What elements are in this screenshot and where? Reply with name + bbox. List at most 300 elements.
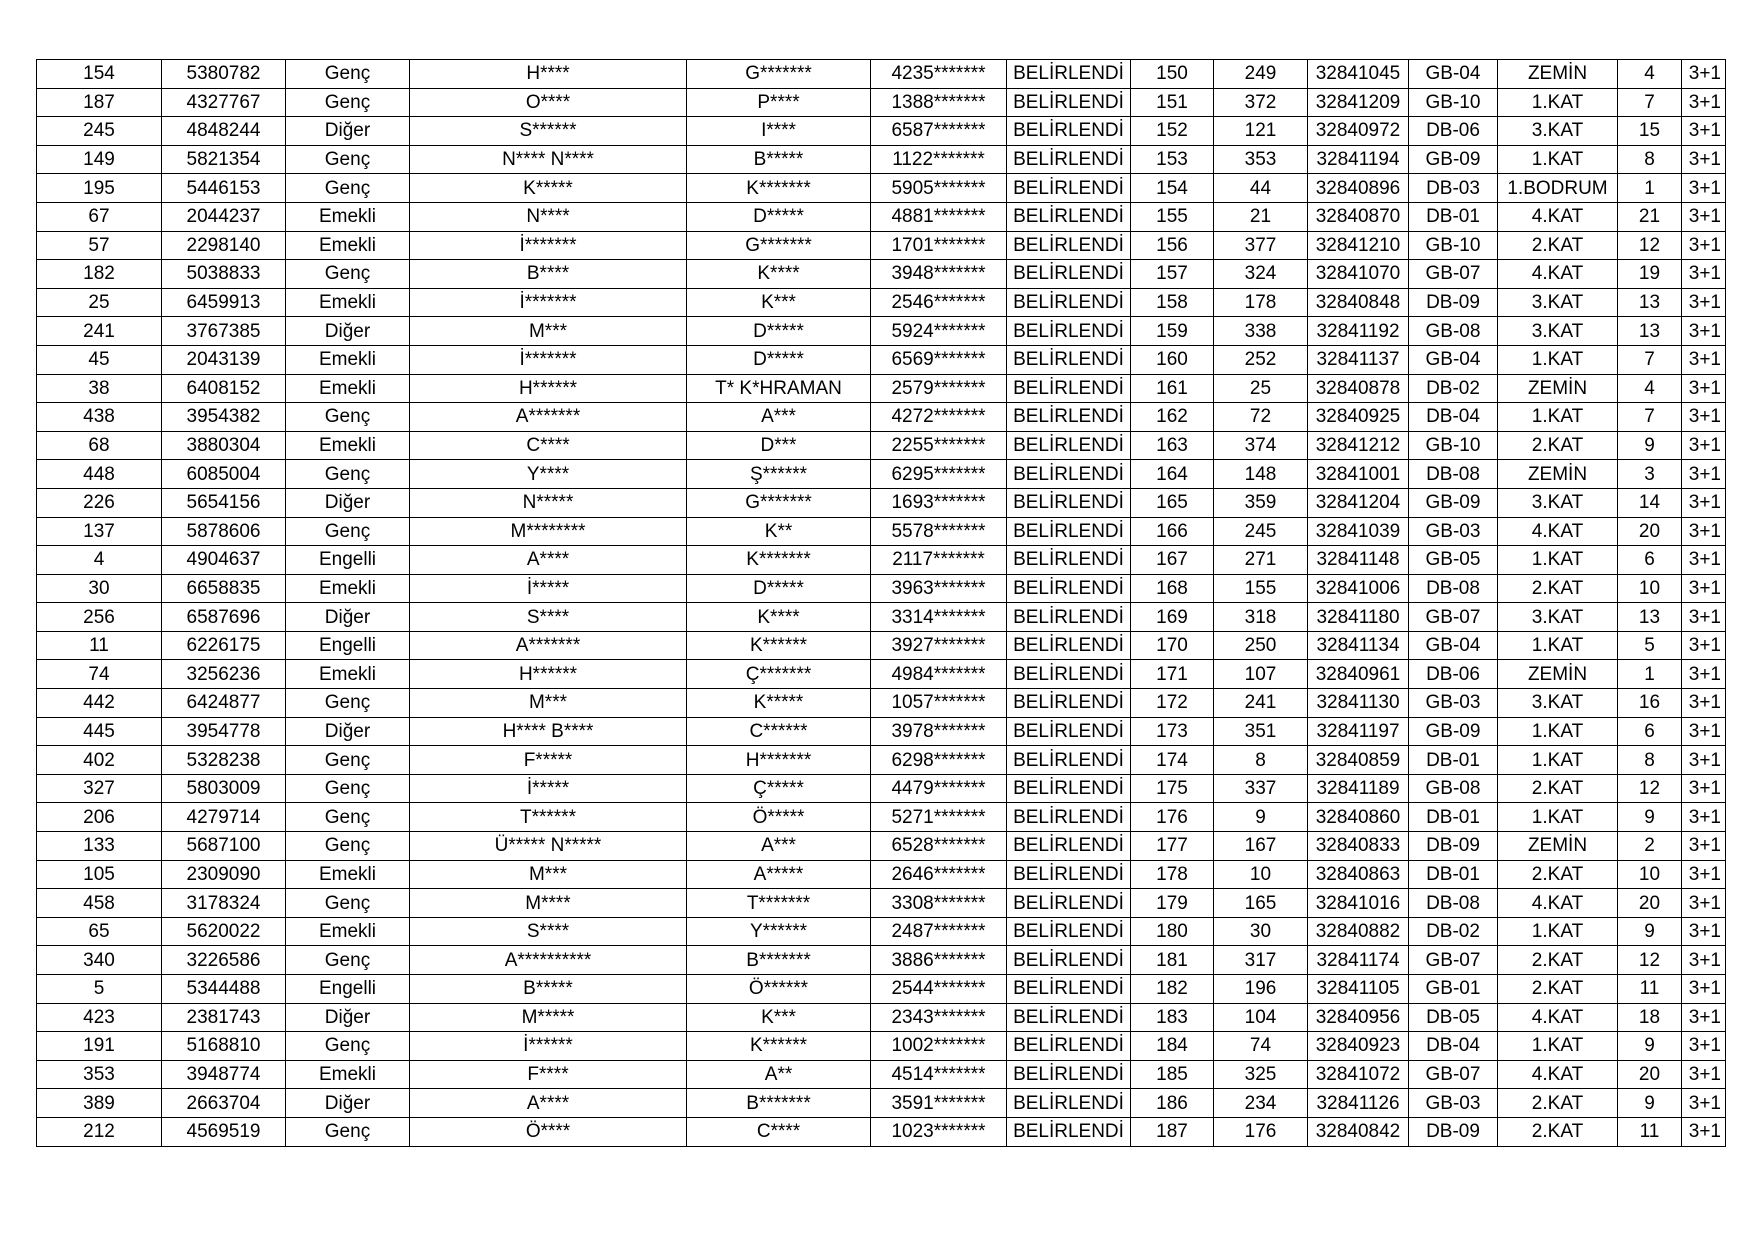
soyad-cell: D***** [687,202,871,231]
soyad-cell: Ç***** [687,774,871,803]
tc-kimlik-cell: 5905******* [871,174,1007,203]
table-row [37,60,1726,89]
tc-kimlik-cell: 6569******* [871,345,1007,374]
kat-cell: 4.KAT [1498,889,1618,918]
blok-cell: DB-01 [1409,202,1498,231]
kat-cell: 3.KAT [1498,689,1618,718]
soyad-cell: Y****** [687,917,871,946]
durum-cell: BELİRLENDİ [1007,603,1131,632]
kategori-cell: Diğer [286,1089,410,1118]
sira-no-cell: 340 [37,946,162,975]
durum-cell: BELİRLENDİ [1007,460,1131,489]
daire-no-cell: 13 [1618,288,1682,317]
sira-no-cell: 74 [37,660,162,689]
sira-no-cell: 30 [37,574,162,603]
kategori-cell: Engelli [286,631,410,660]
tc-kimlik-cell: 3886******* [871,946,1007,975]
kat-cell: 4.KAT [1498,260,1618,289]
konut-no-cell: 21 [1214,202,1308,231]
table-row [37,1060,1726,1089]
daire-no-cell: 14 [1618,488,1682,517]
tip-cell: 3+1 [1682,145,1726,174]
konut-no-cell: 325 [1214,1060,1308,1089]
daire-no-cell: 8 [1618,746,1682,775]
blok-cell: DB-04 [1409,1032,1498,1061]
konut-no-cell: 167 [1214,832,1308,861]
tip-cell: 3+1 [1682,1032,1726,1061]
konut-no-cell: 121 [1214,117,1308,146]
kura-sira-cell: 164 [1131,460,1214,489]
basvuru-no-cell: 2381743 [162,1003,286,1032]
kat-cell: 1.KAT [1498,803,1618,832]
daire-no-cell: 11 [1618,1117,1682,1146]
kat-cell: 2.KAT [1498,431,1618,460]
soyad-cell: K**** [687,603,871,632]
daire-no-cell: 20 [1618,889,1682,918]
basvuru-no-cell: 4327767 [162,88,286,117]
durum-cell: BELİRLENDİ [1007,946,1131,975]
soyad-cell: G******* [687,231,871,260]
ad-cell: F***** [410,746,687,775]
sira-no-cell: 133 [37,832,162,861]
tip-cell: 3+1 [1682,1089,1726,1118]
durum-cell: BELİRLENDİ [1007,517,1131,546]
tc-kimlik-cell: 3978******* [871,717,1007,746]
kategori-cell: Diğer [286,717,410,746]
daire-no-cell: 8 [1618,145,1682,174]
bagimsiz-bolum-no-cell: 32840961 [1308,660,1409,689]
ad-cell: S****** [410,117,687,146]
kategori-cell: Emekli [286,431,410,460]
basvuru-no-cell: 2043139 [162,345,286,374]
ad-cell: H**** [410,60,687,89]
ad-cell: A******* [410,631,687,660]
durum-cell: BELİRLENDİ [1007,1003,1131,1032]
durum-cell: BELİRLENDİ [1007,746,1131,775]
blok-cell: DB-06 [1409,660,1498,689]
ad-cell: H****** [410,374,687,403]
sira-no-cell: 212 [37,1117,162,1146]
table-row [37,717,1726,746]
basvuru-no-cell: 2044237 [162,202,286,231]
basvuru-no-cell: 3178324 [162,889,286,918]
sira-no-cell: 67 [37,202,162,231]
sira-no-cell: 423 [37,1003,162,1032]
sira-no-cell: 191 [37,1032,162,1061]
table-row [37,803,1726,832]
table-row [37,746,1726,775]
ad-cell: Y**** [410,460,687,489]
tc-kimlik-cell: 1701******* [871,231,1007,260]
bagimsiz-bolum-no-cell: 32840896 [1308,174,1409,203]
tip-cell: 3+1 [1682,460,1726,489]
daire-no-cell: 16 [1618,689,1682,718]
kura-sira-cell: 169 [1131,603,1214,632]
bagimsiz-bolum-no-cell: 32841189 [1308,774,1409,803]
daire-no-cell: 20 [1618,1060,1682,1089]
ad-cell: A**** [410,1089,687,1118]
blok-cell: GB-07 [1409,946,1498,975]
table-row [37,1032,1726,1061]
tip-cell: 3+1 [1682,1117,1726,1146]
table-row [37,946,1726,975]
kura-sira-cell: 184 [1131,1032,1214,1061]
table-row [37,374,1726,403]
durum-cell: BELİRLENDİ [1007,374,1131,403]
soyad-cell: K****** [687,631,871,660]
tc-kimlik-cell: 2544******* [871,975,1007,1004]
kura-sira-cell: 152 [1131,117,1214,146]
sira-no-cell: 206 [37,803,162,832]
daire-no-cell: 20 [1618,517,1682,546]
konut-no-cell: 337 [1214,774,1308,803]
sira-no-cell: 45 [37,345,162,374]
bagimsiz-bolum-no-cell: 32841194 [1308,145,1409,174]
blok-cell: GB-09 [1409,145,1498,174]
blok-cell: GB-04 [1409,631,1498,660]
durum-cell: BELİRLENDİ [1007,774,1131,803]
blok-cell: GB-07 [1409,1060,1498,1089]
soyad-cell: A*** [687,832,871,861]
tc-kimlik-cell: 1693******* [871,488,1007,517]
konut-no-cell: 249 [1214,60,1308,89]
bagimsiz-bolum-no-cell: 32841192 [1308,317,1409,346]
ad-cell: S**** [410,917,687,946]
kat-cell: 1.KAT [1498,403,1618,432]
soyad-cell: K*** [687,288,871,317]
konut-no-cell: 234 [1214,1089,1308,1118]
tc-kimlik-cell: 4235******* [871,60,1007,89]
sira-no-cell: 442 [37,689,162,718]
tc-kimlik-cell: 2546******* [871,288,1007,317]
kategori-cell: Genç [286,260,410,289]
kura-sira-cell: 165 [1131,488,1214,517]
blok-cell: DB-04 [1409,403,1498,432]
kat-cell: 4.KAT [1498,517,1618,546]
kat-cell: ZEMİN [1498,460,1618,489]
soyad-cell: B******* [687,1089,871,1118]
durum-cell: BELİRLENDİ [1007,1032,1131,1061]
blok-cell: DB-09 [1409,1117,1498,1146]
basvuru-no-cell: 5328238 [162,746,286,775]
tip-cell: 3+1 [1682,603,1726,632]
soyad-cell: A** [687,1060,871,1089]
table-row [37,403,1726,432]
kura-sira-cell: 175 [1131,774,1214,803]
kategori-cell: Engelli [286,546,410,575]
daire-no-cell: 4 [1618,374,1682,403]
kategori-cell: Genç [286,746,410,775]
bagimsiz-bolum-no-cell: 32840859 [1308,746,1409,775]
soyad-cell: G******* [687,60,871,89]
sira-no-cell: 458 [37,889,162,918]
ad-cell: C**** [410,431,687,460]
table-row [37,174,1726,203]
daire-no-cell: 3 [1618,460,1682,489]
kura-sira-cell: 160 [1131,345,1214,374]
kura-sira-cell: 161 [1131,374,1214,403]
soyad-cell: I**** [687,117,871,146]
kat-cell: ZEMİN [1498,660,1618,689]
konut-no-cell: 107 [1214,660,1308,689]
kat-cell: ZEMİN [1498,374,1618,403]
konut-no-cell: 372 [1214,88,1308,117]
bagimsiz-bolum-no-cell: 32840923 [1308,1032,1409,1061]
kat-cell: 4.KAT [1498,202,1618,231]
bagimsiz-bolum-no-cell: 32840860 [1308,803,1409,832]
kura-sira-cell: 178 [1131,860,1214,889]
kat-cell: 3.KAT [1498,603,1618,632]
blok-cell: DB-01 [1409,746,1498,775]
konut-no-cell: 359 [1214,488,1308,517]
durum-cell: BELİRLENDİ [1007,717,1131,746]
ad-cell: N***** [410,488,687,517]
konut-no-cell: 377 [1214,231,1308,260]
konut-no-cell: 317 [1214,946,1308,975]
bagimsiz-bolum-no-cell: 32841045 [1308,60,1409,89]
bagimsiz-bolum-no-cell: 32841039 [1308,517,1409,546]
tip-cell: 3+1 [1682,1003,1726,1032]
sira-no-cell: 438 [37,403,162,432]
kategori-cell: Emekli [286,202,410,231]
kura-sira-cell: 172 [1131,689,1214,718]
sira-no-cell: 38 [37,374,162,403]
tip-cell: 3+1 [1682,689,1726,718]
tip-cell: 3+1 [1682,574,1726,603]
kat-cell: 3.KAT [1498,117,1618,146]
basvuru-no-cell: 5821354 [162,145,286,174]
bagimsiz-bolum-no-cell: 32841174 [1308,946,1409,975]
sira-no-cell: 226 [37,488,162,517]
ad-cell: K***** [410,174,687,203]
basvuru-no-cell: 6408152 [162,374,286,403]
basvuru-no-cell: 5380782 [162,60,286,89]
kura-sira-cell: 163 [1131,431,1214,460]
tip-cell: 3+1 [1682,546,1726,575]
durum-cell: BELİRLENDİ [1007,832,1131,861]
konut-no-cell: 176 [1214,1117,1308,1146]
durum-cell: BELİRLENDİ [1007,574,1131,603]
kat-cell: 3.KAT [1498,488,1618,517]
kategori-cell: Genç [286,803,410,832]
blok-cell: DB-02 [1409,917,1498,946]
kura-sira-cell: 181 [1131,946,1214,975]
konut-no-cell: 178 [1214,288,1308,317]
durum-cell: BELİRLENDİ [1007,689,1131,718]
kategori-cell: Genç [286,517,410,546]
konut-no-cell: 74 [1214,1032,1308,1061]
table-row [37,603,1726,632]
basvuru-no-cell: 5687100 [162,832,286,861]
durum-cell: BELİRLENDİ [1007,174,1131,203]
ad-cell: İ***** [410,774,687,803]
bagimsiz-bolum-no-cell: 32840882 [1308,917,1409,946]
konut-no-cell: 10 [1214,860,1308,889]
kat-cell: 3.KAT [1498,288,1618,317]
soyad-cell: C**** [687,1117,871,1146]
soyad-cell: K******* [687,546,871,575]
tip-cell: 3+1 [1682,803,1726,832]
bagimsiz-bolum-no-cell: 32841126 [1308,1089,1409,1118]
blok-cell: DB-09 [1409,288,1498,317]
daire-no-cell: 11 [1618,975,1682,1004]
durum-cell: BELİRLENDİ [1007,117,1131,146]
blok-cell: GB-03 [1409,517,1498,546]
ad-cell: F**** [410,1060,687,1089]
daire-no-cell: 2 [1618,832,1682,861]
basvuru-no-cell: 5344488 [162,975,286,1004]
bagimsiz-bolum-no-cell: 32841105 [1308,975,1409,1004]
durum-cell: BELİRLENDİ [1007,860,1131,889]
kategori-cell: Emekli [286,660,410,689]
sira-no-cell: 25 [37,288,162,317]
sira-no-cell: 445 [37,717,162,746]
blok-cell: DB-09 [1409,832,1498,861]
kategori-cell: Genç [286,1117,410,1146]
ad-cell: T****** [410,803,687,832]
basvuru-no-cell: 5168810 [162,1032,286,1061]
basvuru-no-cell: 4848244 [162,117,286,146]
bagimsiz-bolum-no-cell: 32841209 [1308,88,1409,117]
tc-kimlik-cell: 3927******* [871,631,1007,660]
kat-cell: 1.KAT [1498,1032,1618,1061]
tip-cell: 3+1 [1682,946,1726,975]
tc-kimlik-cell: 4984******* [871,660,1007,689]
sira-no-cell: 4 [37,546,162,575]
kategori-cell: Diğer [286,488,410,517]
kat-cell: 2.KAT [1498,946,1618,975]
bagimsiz-bolum-no-cell: 32841134 [1308,631,1409,660]
tc-kimlik-cell: 3591******* [871,1089,1007,1118]
tip-cell: 3+1 [1682,917,1726,946]
bagimsiz-bolum-no-cell: 32841210 [1308,231,1409,260]
konut-no-cell: 338 [1214,317,1308,346]
blok-cell: GB-05 [1409,546,1498,575]
soyad-cell: Ş****** [687,460,871,489]
daire-no-cell: 4 [1618,60,1682,89]
kat-cell: ZEMİN [1498,60,1618,89]
blok-cell: GB-03 [1409,689,1498,718]
basvuru-no-cell: 6587696 [162,603,286,632]
kategori-cell: Genç [286,88,410,117]
durum-cell: BELİRLENDİ [1007,288,1131,317]
tip-cell: 3+1 [1682,317,1726,346]
results-table [36,59,1726,1147]
kategori-cell: Emekli [286,231,410,260]
sira-no-cell: 57 [37,231,162,260]
bagimsiz-bolum-no-cell: 32840925 [1308,403,1409,432]
tc-kimlik-cell: 4881******* [871,202,1007,231]
tc-kimlik-cell: 3314******* [871,603,1007,632]
daire-no-cell: 9 [1618,431,1682,460]
ad-cell: Ü***** N***** [410,832,687,861]
tip-cell: 3+1 [1682,403,1726,432]
sira-no-cell: 105 [37,860,162,889]
konut-no-cell: 44 [1214,174,1308,203]
konut-no-cell: 148 [1214,460,1308,489]
bagimsiz-bolum-no-cell: 32841072 [1308,1060,1409,1089]
tc-kimlik-cell: 2343******* [871,1003,1007,1032]
daire-no-cell: 1 [1618,660,1682,689]
bagimsiz-bolum-no-cell: 32841148 [1308,546,1409,575]
tip-cell: 3+1 [1682,717,1726,746]
tip-cell: 3+1 [1682,88,1726,117]
tip-cell: 3+1 [1682,889,1726,918]
table-row [37,202,1726,231]
kategori-cell: Genç [286,60,410,89]
sira-no-cell: 187 [37,88,162,117]
ad-cell: M*** [410,860,687,889]
kat-cell: 1.KAT [1498,88,1618,117]
kura-sira-cell: 179 [1131,889,1214,918]
kura-sira-cell: 170 [1131,631,1214,660]
tc-kimlik-cell: 2487******* [871,917,1007,946]
blok-cell: GB-07 [1409,603,1498,632]
ad-cell: İ****** [410,1032,687,1061]
konut-no-cell: 165 [1214,889,1308,918]
kura-sira-cell: 187 [1131,1117,1214,1146]
tc-kimlik-cell: 2579******* [871,374,1007,403]
blok-cell: GB-08 [1409,317,1498,346]
tc-kimlik-cell: 6528******* [871,832,1007,861]
tip-cell: 3+1 [1682,174,1726,203]
blok-cell: GB-07 [1409,260,1498,289]
sira-no-cell: 149 [37,145,162,174]
bagimsiz-bolum-no-cell: 32841070 [1308,260,1409,289]
tip-cell: 3+1 [1682,746,1726,775]
kategori-cell: Genç [286,145,410,174]
daire-no-cell: 12 [1618,231,1682,260]
ad-cell: H****** [410,660,687,689]
konut-no-cell: 155 [1214,574,1308,603]
konut-no-cell: 250 [1214,631,1308,660]
table-row [37,1117,1726,1146]
kat-cell: 1.KAT [1498,746,1618,775]
durum-cell: BELİRLENDİ [1007,317,1131,346]
basvuru-no-cell: 4279714 [162,803,286,832]
tc-kimlik-cell: 1002******* [871,1032,1007,1061]
table-row [37,774,1726,803]
table-row [37,345,1726,374]
durum-cell: BELİRLENDİ [1007,1089,1131,1118]
ad-cell: B**** [410,260,687,289]
durum-cell: BELİRLENDİ [1007,403,1131,432]
tip-cell: 3+1 [1682,202,1726,231]
kat-cell: 2.KAT [1498,860,1618,889]
kura-sira-cell: 166 [1131,517,1214,546]
ad-cell: N**** N**** [410,145,687,174]
bagimsiz-bolum-no-cell: 32840842 [1308,1117,1409,1146]
kura-sira-cell: 151 [1131,88,1214,117]
sira-no-cell: 327 [37,774,162,803]
table-row [37,460,1726,489]
basvuru-no-cell: 5038833 [162,260,286,289]
blok-cell: GB-09 [1409,717,1498,746]
daire-no-cell: 7 [1618,88,1682,117]
kura-sira-cell: 168 [1131,574,1214,603]
daire-no-cell: 9 [1618,917,1682,946]
tc-kimlik-cell: 5578******* [871,517,1007,546]
bagimsiz-bolum-no-cell: 32840972 [1308,117,1409,146]
durum-cell: BELİRLENDİ [1007,889,1131,918]
kura-sira-cell: 174 [1131,746,1214,775]
blok-cell: GB-04 [1409,60,1498,89]
kat-cell: 2.KAT [1498,774,1618,803]
basvuru-no-cell: 3256236 [162,660,286,689]
table-row [37,689,1726,718]
ad-cell: M***** [410,1003,687,1032]
durum-cell: BELİRLENDİ [1007,202,1131,231]
